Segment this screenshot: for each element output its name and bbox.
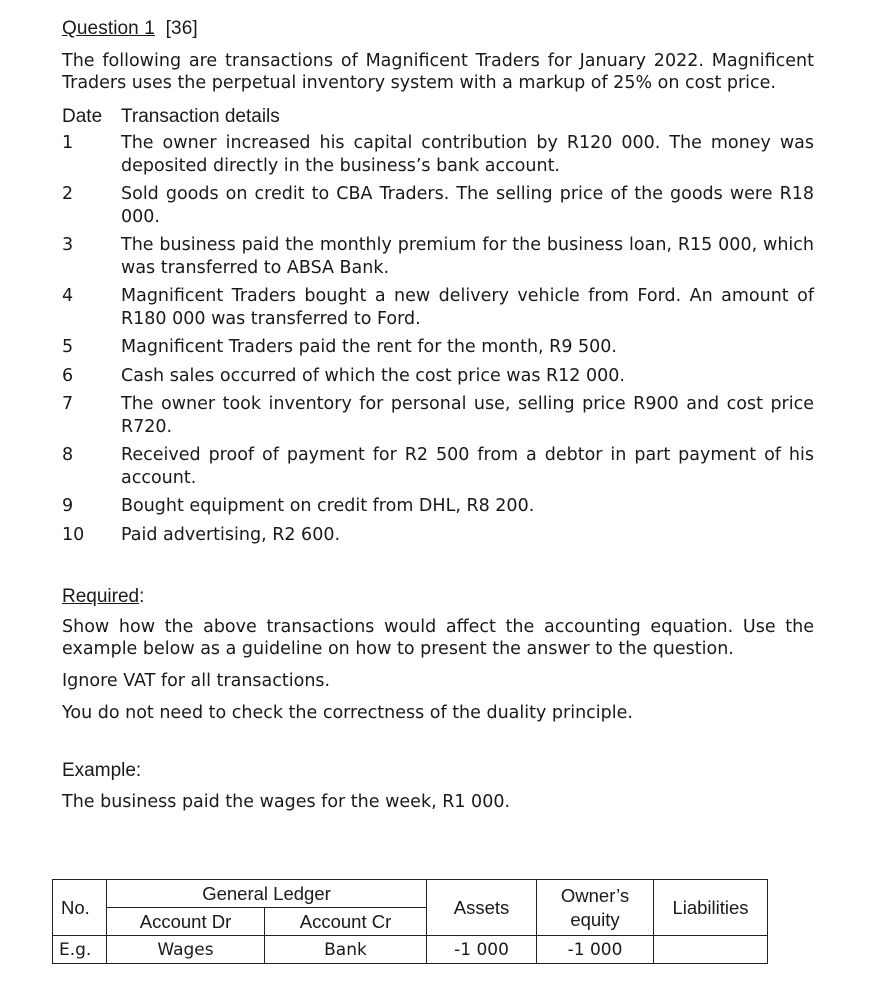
transaction-row bbox=[62, 444, 814, 489]
row-owners-equity: -1 000 bbox=[537, 936, 654, 964]
owners-equity-label: Owner’s equity bbox=[560, 884, 630, 930]
transaction-date: 6 bbox=[62, 365, 74, 386]
transaction-text: Bought equipment on credit from DHL, R8 200. bbox=[121, 496, 535, 516]
transaction-row bbox=[62, 524, 814, 547]
assets-header: Assets bbox=[427, 880, 537, 936]
row-account-dr: Wages bbox=[107, 936, 265, 964]
transaction-date: 5 bbox=[62, 337, 74, 357]
transaction-date: 7 bbox=[62, 394, 74, 414]
owners-equity-header bbox=[537, 880, 654, 936]
required-colon: : bbox=[139, 586, 145, 607]
required-heading bbox=[62, 586, 814, 608]
instruction-paragraph: You do not need to check the correctness of the duality principle. bbox=[62, 703, 633, 723]
question-label: Question 1 bbox=[62, 18, 155, 39]
row-account-cr: Bank bbox=[265, 936, 427, 964]
question-page bbox=[62, 18, 814, 812]
table-row bbox=[53, 936, 768, 964]
transaction-row bbox=[62, 495, 814, 518]
no-header: No. bbox=[53, 880, 107, 936]
transaction-text: Magnificent Traders bought a new delivery vehicle from Ford. An amount of R180 000 was transferred to Ford. bbox=[121, 286, 814, 329]
row-liabilities bbox=[654, 936, 768, 964]
transactions-list bbox=[62, 132, 814, 546]
transaction-row bbox=[62, 132, 814, 177]
transaction-text: Paid advertising, R2 600. bbox=[121, 524, 341, 545]
intro-paragraph: The following are transactions of Magnificent Traders for January 2022. Magnificent Traders uses the perpetual inventory system with a markup of 25% on cost price. bbox=[62, 51, 814, 93]
transaction-text: The owner took inventory for personal use, selling price R900 and cost price R720. bbox=[121, 394, 814, 437]
question-marks: [36] bbox=[165, 18, 198, 39]
transaction-row bbox=[62, 234, 814, 279]
transaction-text: The owner increased his capital contribution by R120 000. The money was deposited directly in the business’s bank account. bbox=[121, 133, 814, 176]
transaction-text: Cash sales occurred of which the cost price was R12 000. bbox=[121, 365, 625, 386]
transaction-row bbox=[62, 336, 814, 359]
transactions-header bbox=[62, 106, 814, 128]
transaction-text: Magnificent Traders paid the rent for the month, R9 500. bbox=[121, 337, 617, 357]
transaction-row bbox=[62, 365, 814, 388]
instruction-paragraph: Ignore VAT for all transactions. bbox=[62, 671, 331, 691]
transaction-date: 9 bbox=[62, 496, 74, 516]
date-column-header: Date bbox=[62, 106, 103, 127]
transaction-date: 1 bbox=[62, 133, 74, 153]
account-cr-header: Account Cr bbox=[265, 908, 427, 936]
example-heading: Example: bbox=[62, 760, 142, 781]
transaction-row bbox=[62, 183, 814, 228]
transaction-date: 10 bbox=[62, 524, 85, 545]
transaction-date: 2 bbox=[62, 184, 74, 204]
transaction-text: The business paid the monthly premium for the business loan, R15 000, which was transferred to ABSA Bank. bbox=[121, 235, 814, 278]
details-column-header: Transaction details bbox=[121, 106, 280, 127]
transaction-text: Received proof of payment for R2 500 from a debtor in part payment of his account. bbox=[121, 445, 814, 488]
transaction-date: 3 bbox=[62, 235, 74, 255]
required-label: Required bbox=[62, 586, 140, 607]
question-heading bbox=[62, 18, 814, 40]
transaction-date: 8 bbox=[62, 445, 74, 465]
example-text: The business paid the wages for the week, R1 000. bbox=[62, 792, 511, 812]
general-ledger-header: General Ledger bbox=[107, 880, 427, 908]
transaction-row bbox=[62, 285, 814, 330]
liabilities-header: Liabilities bbox=[654, 880, 768, 936]
instruction-paragraph: Show how the above transactions would affect the accounting equation. Use the example below as a guideline on how to present the answer to the question. bbox=[62, 617, 814, 659]
accounting-equation-table bbox=[52, 879, 768, 964]
row-no: E.g. bbox=[53, 936, 107, 964]
transaction-text: Sold goods on credit to CBA Traders. The selling price of the goods were R18 000. bbox=[121, 184, 814, 227]
transaction-date: 4 bbox=[62, 286, 74, 306]
account-dr-header: Account Dr bbox=[107, 908, 265, 936]
row-assets: -1 000 bbox=[427, 936, 537, 964]
transaction-row bbox=[62, 393, 814, 438]
